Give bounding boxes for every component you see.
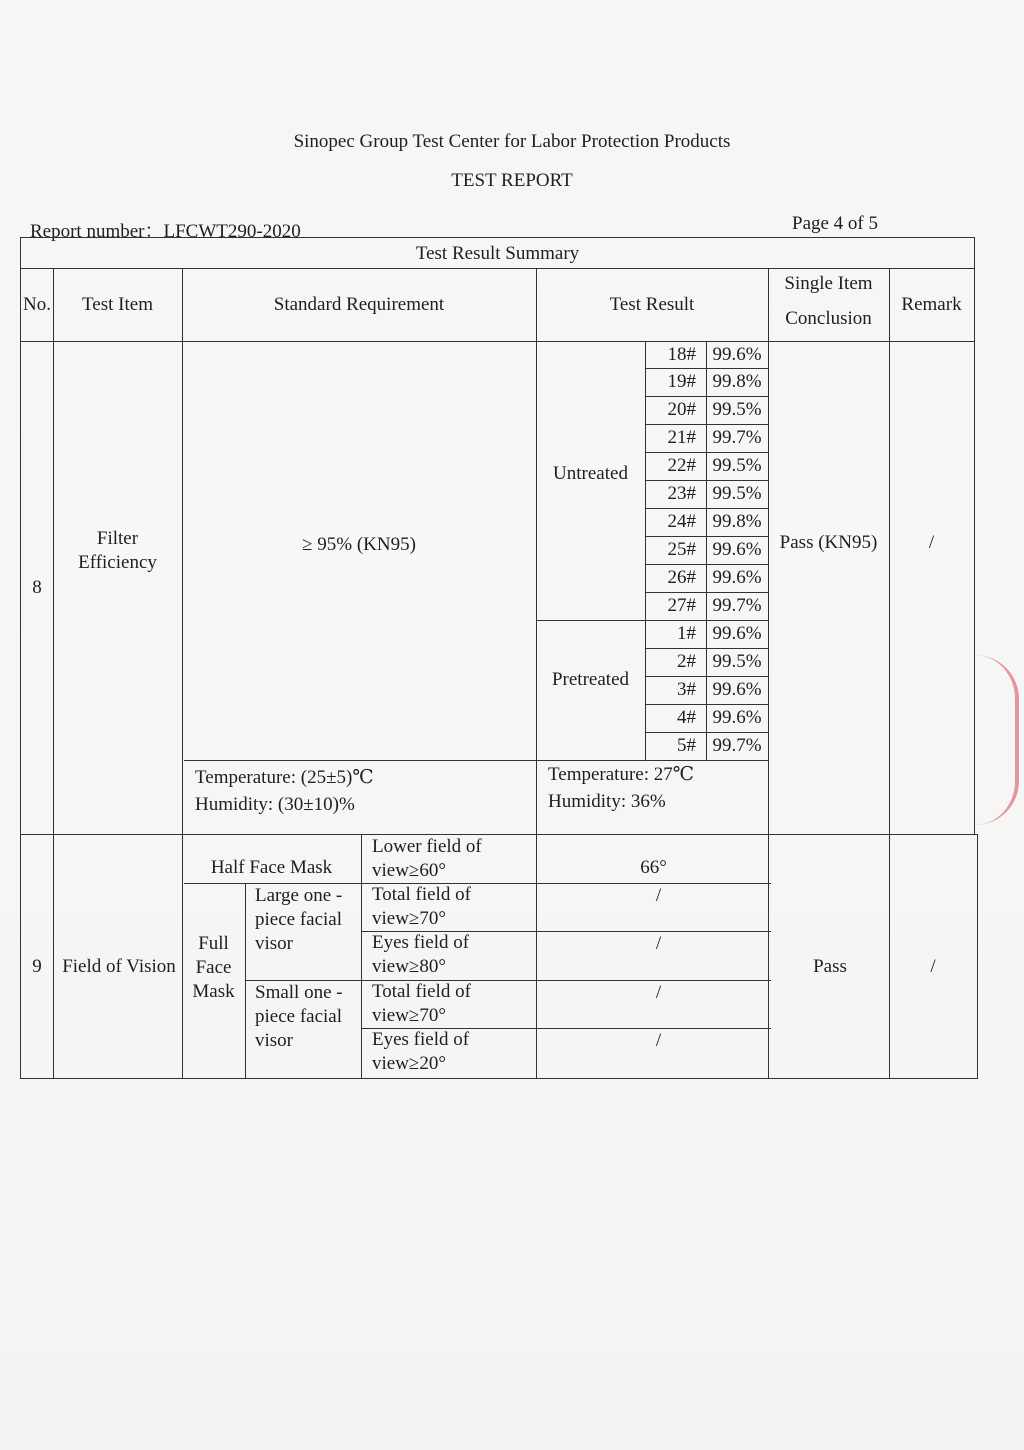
untreated-label: Untreated — [553, 462, 628, 484]
sample-value: 99.7% — [712, 735, 762, 756]
criterion-line2: view≥60° — [372, 860, 446, 881]
full-face-mask-line3: Mask — [192, 981, 235, 1002]
sample-value: 99.5% — [712, 483, 762, 504]
sample-id: 1# — [677, 623, 696, 644]
column-header-test-item: Test Item — [82, 293, 153, 315]
criterion-result: / — [655, 885, 662, 906]
sample-id: 5# — [677, 735, 696, 756]
criterion-line1: Eyes field of — [372, 1029, 470, 1050]
criterion-line2: view≥80° — [372, 956, 446, 977]
full-face-mask-label — [182, 931, 245, 1005]
row8-conclusion: Pass (KN95) — [779, 531, 878, 553]
row8-test-item — [53, 341, 182, 761]
pretreated-label: Pretreated — [551, 669, 629, 690]
sample-id: 26# — [667, 567, 696, 588]
row8-test-item-line2: Efficiency — [78, 552, 157, 573]
criterion — [372, 835, 532, 883]
sample-value: 99.6% — [712, 679, 762, 700]
sample-value: 99.5% — [712, 651, 762, 672]
sample-value: 99.8% — [712, 371, 762, 392]
column-header-no: No. — [23, 293, 51, 315]
half-face-mask-label: Half Face Mask — [210, 857, 333, 878]
sample-id: 22# — [667, 455, 696, 476]
full-face-mask-line1: Full — [198, 933, 229, 954]
criterion-line1: Total field of — [372, 981, 471, 1002]
row8-test-item-line1: Filter — [96, 528, 139, 549]
test-conditions — [548, 761, 763, 817]
sample-id: 3# — [677, 679, 696, 700]
criterion-result: / — [655, 1030, 662, 1051]
page-indicator: Page 4 of 5 — [792, 213, 879, 234]
sample-id: 25# — [667, 539, 696, 560]
large-visor-label — [255, 884, 361, 956]
report-title: TEST REPORT — [451, 170, 573, 191]
sample-value: 99.6% — [712, 343, 762, 365]
sample-value: 99.5% — [712, 399, 762, 420]
criterion-result: / — [655, 982, 662, 1003]
small-visor-label — [255, 981, 361, 1053]
column-header-standard-requirement: Standard Requirement — [273, 293, 445, 315]
row8-number: 8 — [32, 576, 42, 598]
criterion-line2: view≥20° — [372, 1053, 446, 1074]
sample-value: 99.7% — [712, 595, 762, 616]
sample-value: 99.8% — [712, 511, 762, 532]
required-humidity: Humidity: (30±10)% — [195, 794, 355, 815]
small-visor-line2: piece facial — [255, 1006, 343, 1027]
sample-value: 99.6% — [712, 567, 762, 588]
report-number: Report number：LFCWT290-2020 — [30, 221, 301, 242]
criterion-line1: Total field of — [372, 884, 471, 905]
row9-remark: / — [930, 956, 936, 977]
sample-id: 19# — [667, 371, 696, 392]
sample-value: 99.7% — [712, 427, 762, 448]
sample-value: 99.6% — [712, 707, 762, 728]
criterion — [372, 883, 532, 931]
organization-name: Sinopec Group Test Center for Labor Protection Products — [293, 131, 731, 152]
column-header-conclusion-line1: Single Item — [784, 273, 873, 294]
row9-number: 9 — [32, 956, 42, 977]
large-visor-line2: piece facial — [255, 909, 343, 930]
criterion-line1: Eyes field of — [372, 932, 470, 953]
large-visor-line1: Large one - — [255, 885, 343, 906]
criterion — [372, 931, 532, 980]
sample-id: 27# — [667, 595, 696, 616]
full-face-mask-line2: Face — [195, 957, 232, 978]
sample-id: 20# — [667, 399, 696, 420]
test-humidity: Humidity: 36% — [548, 791, 666, 812]
sample-id: 4# — [677, 707, 696, 728]
sample-id: 2# — [677, 651, 696, 672]
small-visor-line3: visor — [255, 1030, 293, 1051]
red-seal-stamp — [975, 655, 1019, 825]
required-conditions — [195, 764, 530, 820]
criterion-line2: view≥70° — [372, 908, 446, 929]
row9-conclusion: Pass — [813, 956, 847, 977]
column-header-remark: Remark — [901, 293, 962, 315]
criterion-line1: Lower field of — [372, 836, 482, 857]
sample-id: 23# — [667, 483, 696, 504]
table-caption: Test Result Summary — [415, 243, 580, 264]
sample-value: 99.6% — [712, 623, 762, 644]
row9-test-item: Field of Vision — [62, 956, 176, 977]
sample-id: 24# — [667, 511, 696, 532]
criterion — [372, 980, 532, 1028]
criterion — [372, 1028, 532, 1078]
sample-value: 99.5% — [712, 455, 762, 476]
criterion-result: / — [655, 933, 662, 954]
column-header-test-result: Test Result — [609, 293, 695, 315]
column-header-conclusion-line2: Conclusion — [785, 308, 872, 329]
row8-remark: / — [928, 531, 935, 553]
column-header-conclusion — [768, 264, 889, 338]
sample-id: 21# — [667, 427, 696, 448]
required-temperature: Temperature: (25±5)℃ — [195, 767, 374, 788]
large-visor-line3: visor — [255, 933, 293, 954]
small-visor-line1: Small one - — [255, 982, 343, 1003]
test-temperature: Temperature: 27℃ — [548, 764, 695, 785]
criterion-result: 66° — [640, 857, 667, 878]
criterion-line2: view≥70° — [372, 1005, 446, 1026]
sample-id: 18# — [667, 343, 696, 365]
row8-requirement: ≥ 95% (KN95) — [302, 533, 416, 555]
sample-value: 99.6% — [712, 539, 762, 560]
